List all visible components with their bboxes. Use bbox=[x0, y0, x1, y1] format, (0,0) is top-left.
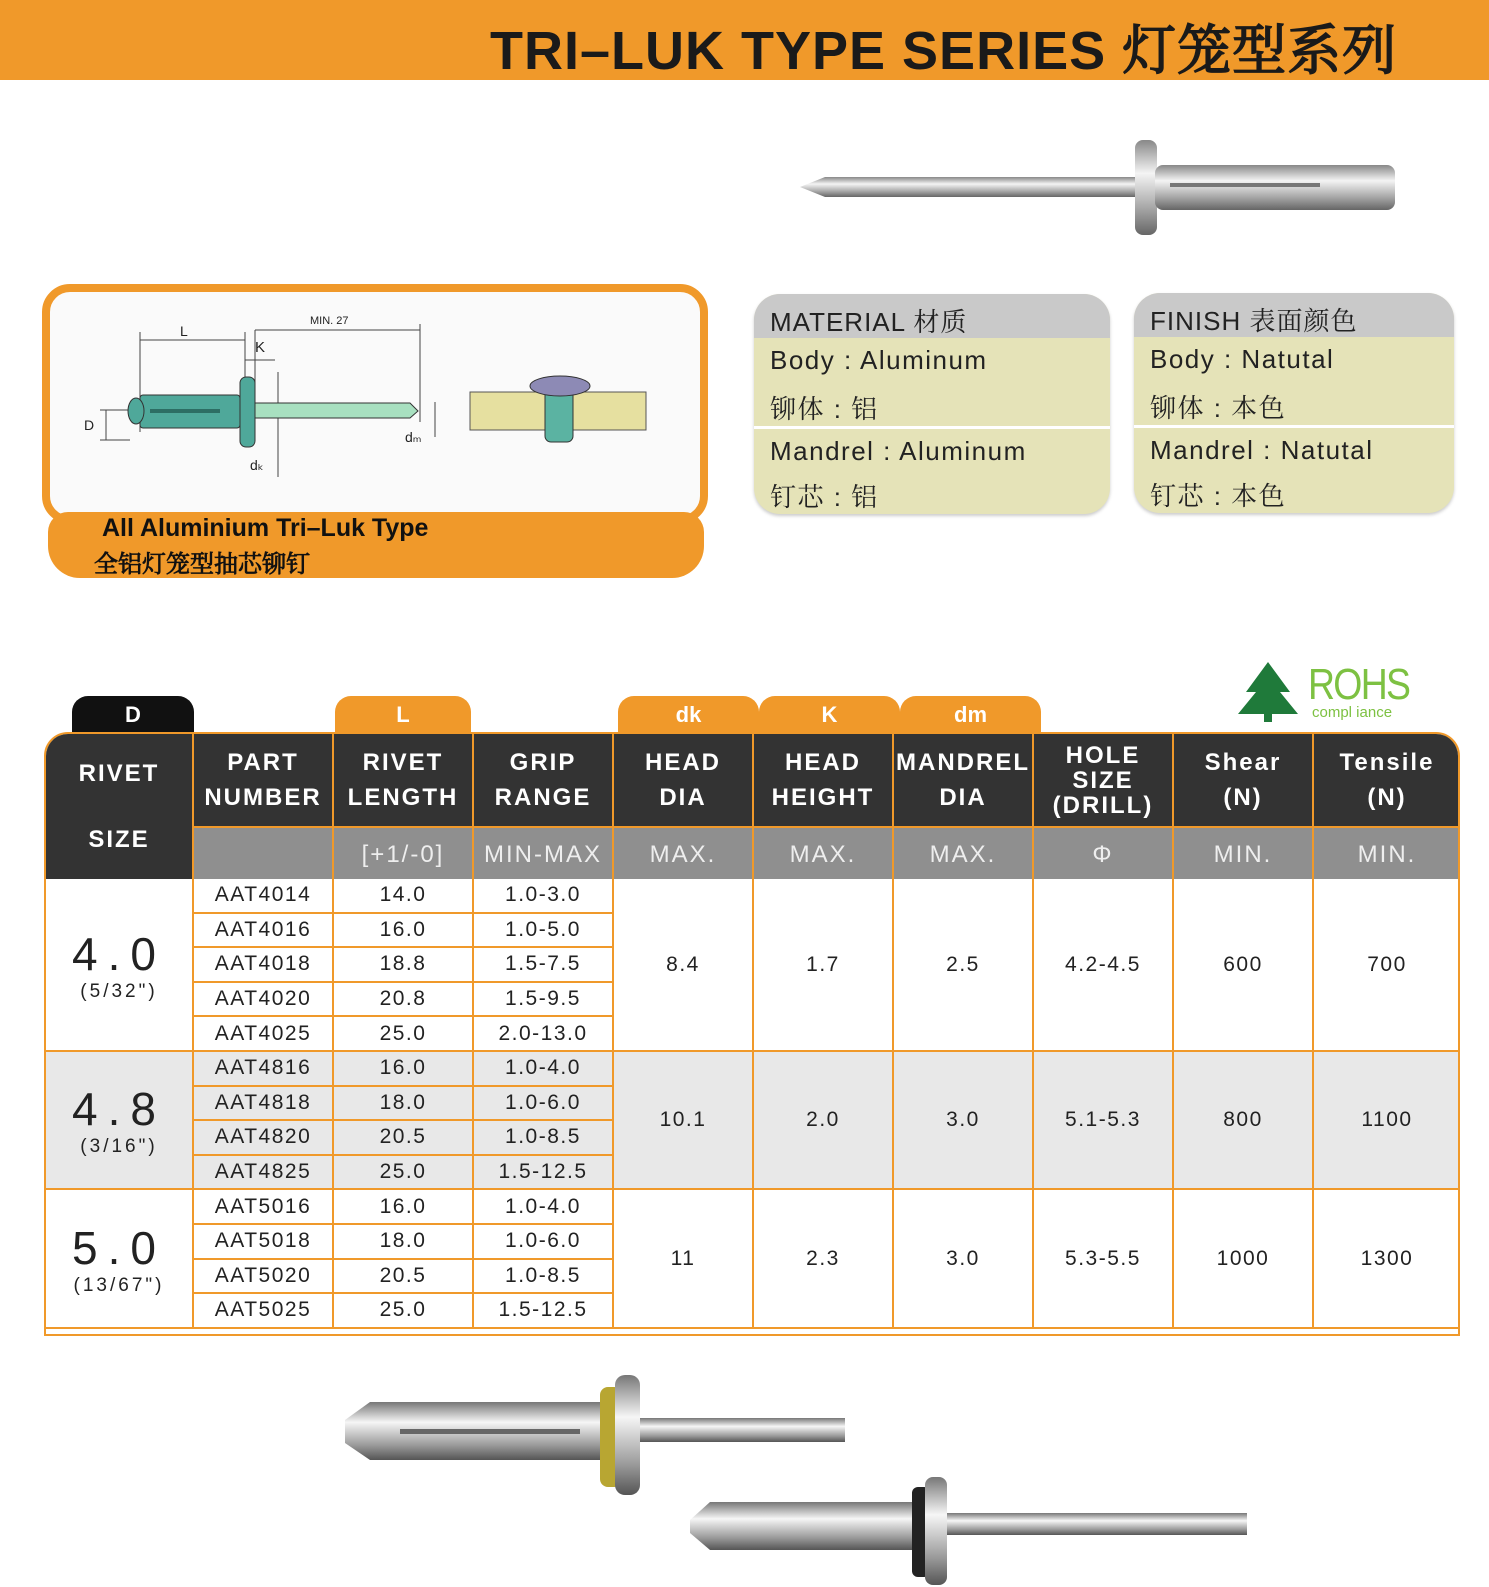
rohs-subtitle: compl iance bbox=[1312, 704, 1393, 721]
header-text: PART bbox=[227, 749, 299, 776]
rivet-length-cell: 16.0 bbox=[334, 1190, 474, 1225]
tree-icon bbox=[1236, 662, 1306, 722]
header-text: (N) bbox=[1367, 784, 1407, 811]
mandrel-dia-cell: 2.5 bbox=[894, 879, 1034, 1052]
header-text: NUMBER bbox=[204, 784, 322, 811]
grip-range-cell: 1.0-6.0 bbox=[474, 1225, 614, 1260]
grip-range-cell: 1.0-4.0 bbox=[474, 1190, 614, 1225]
spec-table bbox=[44, 732, 1460, 1336]
material-row: 钉芯 : 铝 bbox=[770, 482, 879, 512]
subheader-head-height: MAX. bbox=[754, 826, 894, 879]
rivet-length-cell: 18.8 bbox=[334, 948, 474, 983]
part-number-cell: AAT4016 bbox=[194, 914, 334, 949]
tab-dm: dm bbox=[900, 696, 1041, 734]
grip-range-cell: 1.5-12.5 bbox=[474, 1294, 614, 1329]
head-dia-cell: 10.1 bbox=[614, 1052, 754, 1190]
rivet-length-cell: 16.0 bbox=[334, 1052, 474, 1087]
part-number-cell: AAT4014 bbox=[194, 879, 334, 914]
tensile-cell: 700 bbox=[1314, 879, 1460, 1052]
grip-range-cell: 2.0-13.0 bbox=[474, 1017, 614, 1052]
header-rivet-length bbox=[334, 734, 474, 826]
header-text: RANGE bbox=[494, 784, 592, 811]
head-dia-cell: 8.4 bbox=[614, 879, 754, 1052]
label-K: K bbox=[255, 339, 266, 356]
tensile-cell: 1300 bbox=[1314, 1190, 1460, 1328]
header-text: (DRILL) bbox=[1052, 791, 1154, 819]
finish-row: Body : Natutal bbox=[1150, 344, 1335, 374]
hole-size-cell: 4.2-4.5 bbox=[1034, 879, 1174, 1052]
rivet-size-cell bbox=[46, 1052, 194, 1190]
caption-cn: 全铝灯笼型抽芯铆钉 bbox=[94, 551, 310, 578]
subheader-hole-size: Φ bbox=[1034, 826, 1174, 879]
tab-L: L bbox=[335, 696, 471, 734]
shear-cell: 600 bbox=[1174, 879, 1314, 1052]
part-number-cell: AAT5016 bbox=[194, 1190, 334, 1225]
rivet-length-cell: 20.5 bbox=[334, 1260, 474, 1295]
finish-panel bbox=[1134, 293, 1454, 513]
mandrel-dia-cell: 3.0 bbox=[894, 1190, 1034, 1328]
header-text: DIA bbox=[659, 784, 707, 811]
rivet-diagram bbox=[42, 284, 708, 524]
grip-range-cell: 1.0-8.5 bbox=[474, 1121, 614, 1156]
finish-row: 钉芯 : 本色 bbox=[1150, 481, 1287, 511]
head-height-cell: 2.0 bbox=[754, 1052, 894, 1190]
hole-size-cell: 5.1-5.3 bbox=[1034, 1052, 1174, 1190]
grip-range-cell: 1.5-9.5 bbox=[474, 983, 614, 1018]
size-inch: (13/67") bbox=[73, 1274, 165, 1296]
tab-D: D bbox=[72, 696, 194, 734]
part-number-cell: AAT5025 bbox=[194, 1294, 334, 1329]
part-number-cell: AAT5020 bbox=[194, 1260, 334, 1295]
rivet-length-cell: 25.0 bbox=[334, 1017, 474, 1052]
part-number-cell: AAT4820 bbox=[194, 1121, 334, 1156]
subheader-part-number bbox=[194, 826, 334, 879]
header-text: HEAD bbox=[644, 749, 721, 776]
tab-K: K bbox=[759, 696, 900, 734]
part-number-cell: AAT4816 bbox=[194, 1052, 334, 1087]
subheader-head-dia: MAX. bbox=[614, 826, 754, 879]
part-number-cell: AAT4025 bbox=[194, 1017, 334, 1052]
head-height-cell: 1.7 bbox=[754, 879, 894, 1052]
header-text: DIA bbox=[939, 784, 987, 811]
shear-cell: 1000 bbox=[1174, 1190, 1314, 1328]
label-L: L bbox=[180, 323, 188, 339]
size-mm: 5.0 bbox=[72, 1221, 166, 1274]
finish-row: 铆体 : 本色 bbox=[1150, 393, 1287, 423]
head-dia-cell: 11 bbox=[614, 1190, 754, 1328]
dimension-drawing bbox=[50, 292, 700, 516]
subheader-mandrel-dia: MAX. bbox=[894, 826, 1034, 879]
header-tensile bbox=[1314, 734, 1460, 826]
rivet-photo-top bbox=[800, 130, 1410, 240]
header-head-height bbox=[754, 734, 894, 826]
material-title: MATERIAL 材质 bbox=[754, 294, 1110, 338]
label-min: MIN. 27 bbox=[310, 315, 349, 327]
rohs-logo: ROHS bbox=[1308, 660, 1410, 709]
header-text: HOLE bbox=[1065, 741, 1141, 769]
subheader-tensile: MIN. bbox=[1314, 826, 1460, 879]
part-number-cell: AAT5018 bbox=[194, 1225, 334, 1260]
header-text: RIVET bbox=[78, 759, 160, 787]
grip-range-cell: 1.0-5.0 bbox=[474, 914, 614, 949]
page-title: TRI–LUK TYPE SERIES 灯笼型系列 bbox=[490, 21, 1398, 81]
material-row: Body : Aluminum bbox=[770, 345, 988, 375]
rivet-length-cell: 16.0 bbox=[334, 914, 474, 949]
grip-range-cell: 1.0-4.0 bbox=[474, 1052, 614, 1087]
finish-title: FINISH 表面颜色 bbox=[1134, 293, 1454, 337]
rivet-length-cell: 20.5 bbox=[334, 1121, 474, 1156]
header-shear bbox=[1174, 734, 1314, 826]
part-number-cell: AAT4018 bbox=[194, 948, 334, 983]
header-grip-range bbox=[474, 734, 614, 826]
label-D: D bbox=[84, 417, 95, 433]
part-number-cell: AAT4818 bbox=[194, 1087, 334, 1122]
material-panel bbox=[754, 294, 1110, 514]
head-height-cell: 2.3 bbox=[754, 1190, 894, 1328]
header-rivet-size bbox=[46, 734, 194, 879]
header-mandrel-dia bbox=[894, 734, 1034, 826]
size-mm: 4.8 bbox=[72, 1083, 166, 1136]
size-inch: (5/32") bbox=[80, 980, 158, 1002]
subheader-shear: MIN. bbox=[1174, 826, 1314, 879]
material-row: 铆体 : 铝 bbox=[770, 394, 879, 424]
size-mm: 4.0 bbox=[72, 927, 166, 980]
rivet-photo-bottom-2 bbox=[680, 1475, 1260, 1587]
tab-dk: dk bbox=[618, 696, 759, 734]
header-text: LENGTH bbox=[347, 784, 459, 811]
grip-range-cell: 1.5-12.5 bbox=[474, 1156, 614, 1191]
caption-en: All Aluminium Tri–Luk Type bbox=[102, 514, 429, 542]
size-inch: (3/16") bbox=[80, 1136, 158, 1158]
rivet-length-cell: 25.0 bbox=[334, 1156, 474, 1191]
tensile-cell: 1100 bbox=[1314, 1052, 1460, 1190]
rivet-length-cell: 20.8 bbox=[334, 983, 474, 1018]
header-text: HEIGHT bbox=[771, 784, 875, 811]
rivet-length-cell: 18.0 bbox=[334, 1087, 474, 1122]
subheader-rivet-length: [+1/-0] bbox=[334, 826, 474, 879]
rivet-length-cell: 25.0 bbox=[334, 1294, 474, 1329]
grip-range-cell: 1.5-7.5 bbox=[474, 948, 614, 983]
grip-range-cell: 1.0-3.0 bbox=[474, 879, 614, 914]
diagram-caption bbox=[48, 512, 704, 578]
grip-range-cell: 1.0-8.5 bbox=[474, 1260, 614, 1295]
header-text: GRIP bbox=[509, 749, 577, 776]
part-number-cell: AAT4825 bbox=[194, 1156, 334, 1191]
rivet-size-cell bbox=[46, 1190, 194, 1328]
header-text: (N) bbox=[1223, 784, 1263, 811]
header-text: Shear bbox=[1204, 749, 1282, 776]
label-dm: dₘ bbox=[405, 429, 422, 445]
finish-row: Mandrel : Natutal bbox=[1134, 425, 1454, 469]
header-text: HEAD bbox=[784, 749, 861, 776]
mandrel-dia-cell: 3.0 bbox=[894, 1052, 1034, 1190]
grip-range-cell: 1.0-6.0 bbox=[474, 1087, 614, 1122]
hole-size-cell: 5.3-5.5 bbox=[1034, 1190, 1174, 1328]
header-head-dia bbox=[614, 734, 754, 826]
header-text: RIVET bbox=[362, 749, 444, 776]
rivet-length-cell: 14.0 bbox=[334, 879, 474, 914]
header-text: SIZE bbox=[1072, 766, 1134, 794]
label-dk: dₖ bbox=[250, 457, 264, 473]
shear-cell: 800 bbox=[1174, 1052, 1314, 1190]
header-part-number bbox=[194, 734, 334, 826]
rivet-length-cell: 18.0 bbox=[334, 1225, 474, 1260]
header-text: Tensile bbox=[1339, 749, 1435, 776]
header-hole-size bbox=[1034, 734, 1174, 826]
material-row: Mandrel : Aluminum bbox=[754, 426, 1110, 470]
part-number-cell: AAT4020 bbox=[194, 983, 334, 1018]
subheader-grip-range: MIN-MAX bbox=[474, 826, 614, 879]
header-text: SIZE bbox=[88, 826, 150, 854]
rivet-size-cell bbox=[46, 879, 194, 1052]
header-text: MANDREL bbox=[896, 749, 1030, 776]
